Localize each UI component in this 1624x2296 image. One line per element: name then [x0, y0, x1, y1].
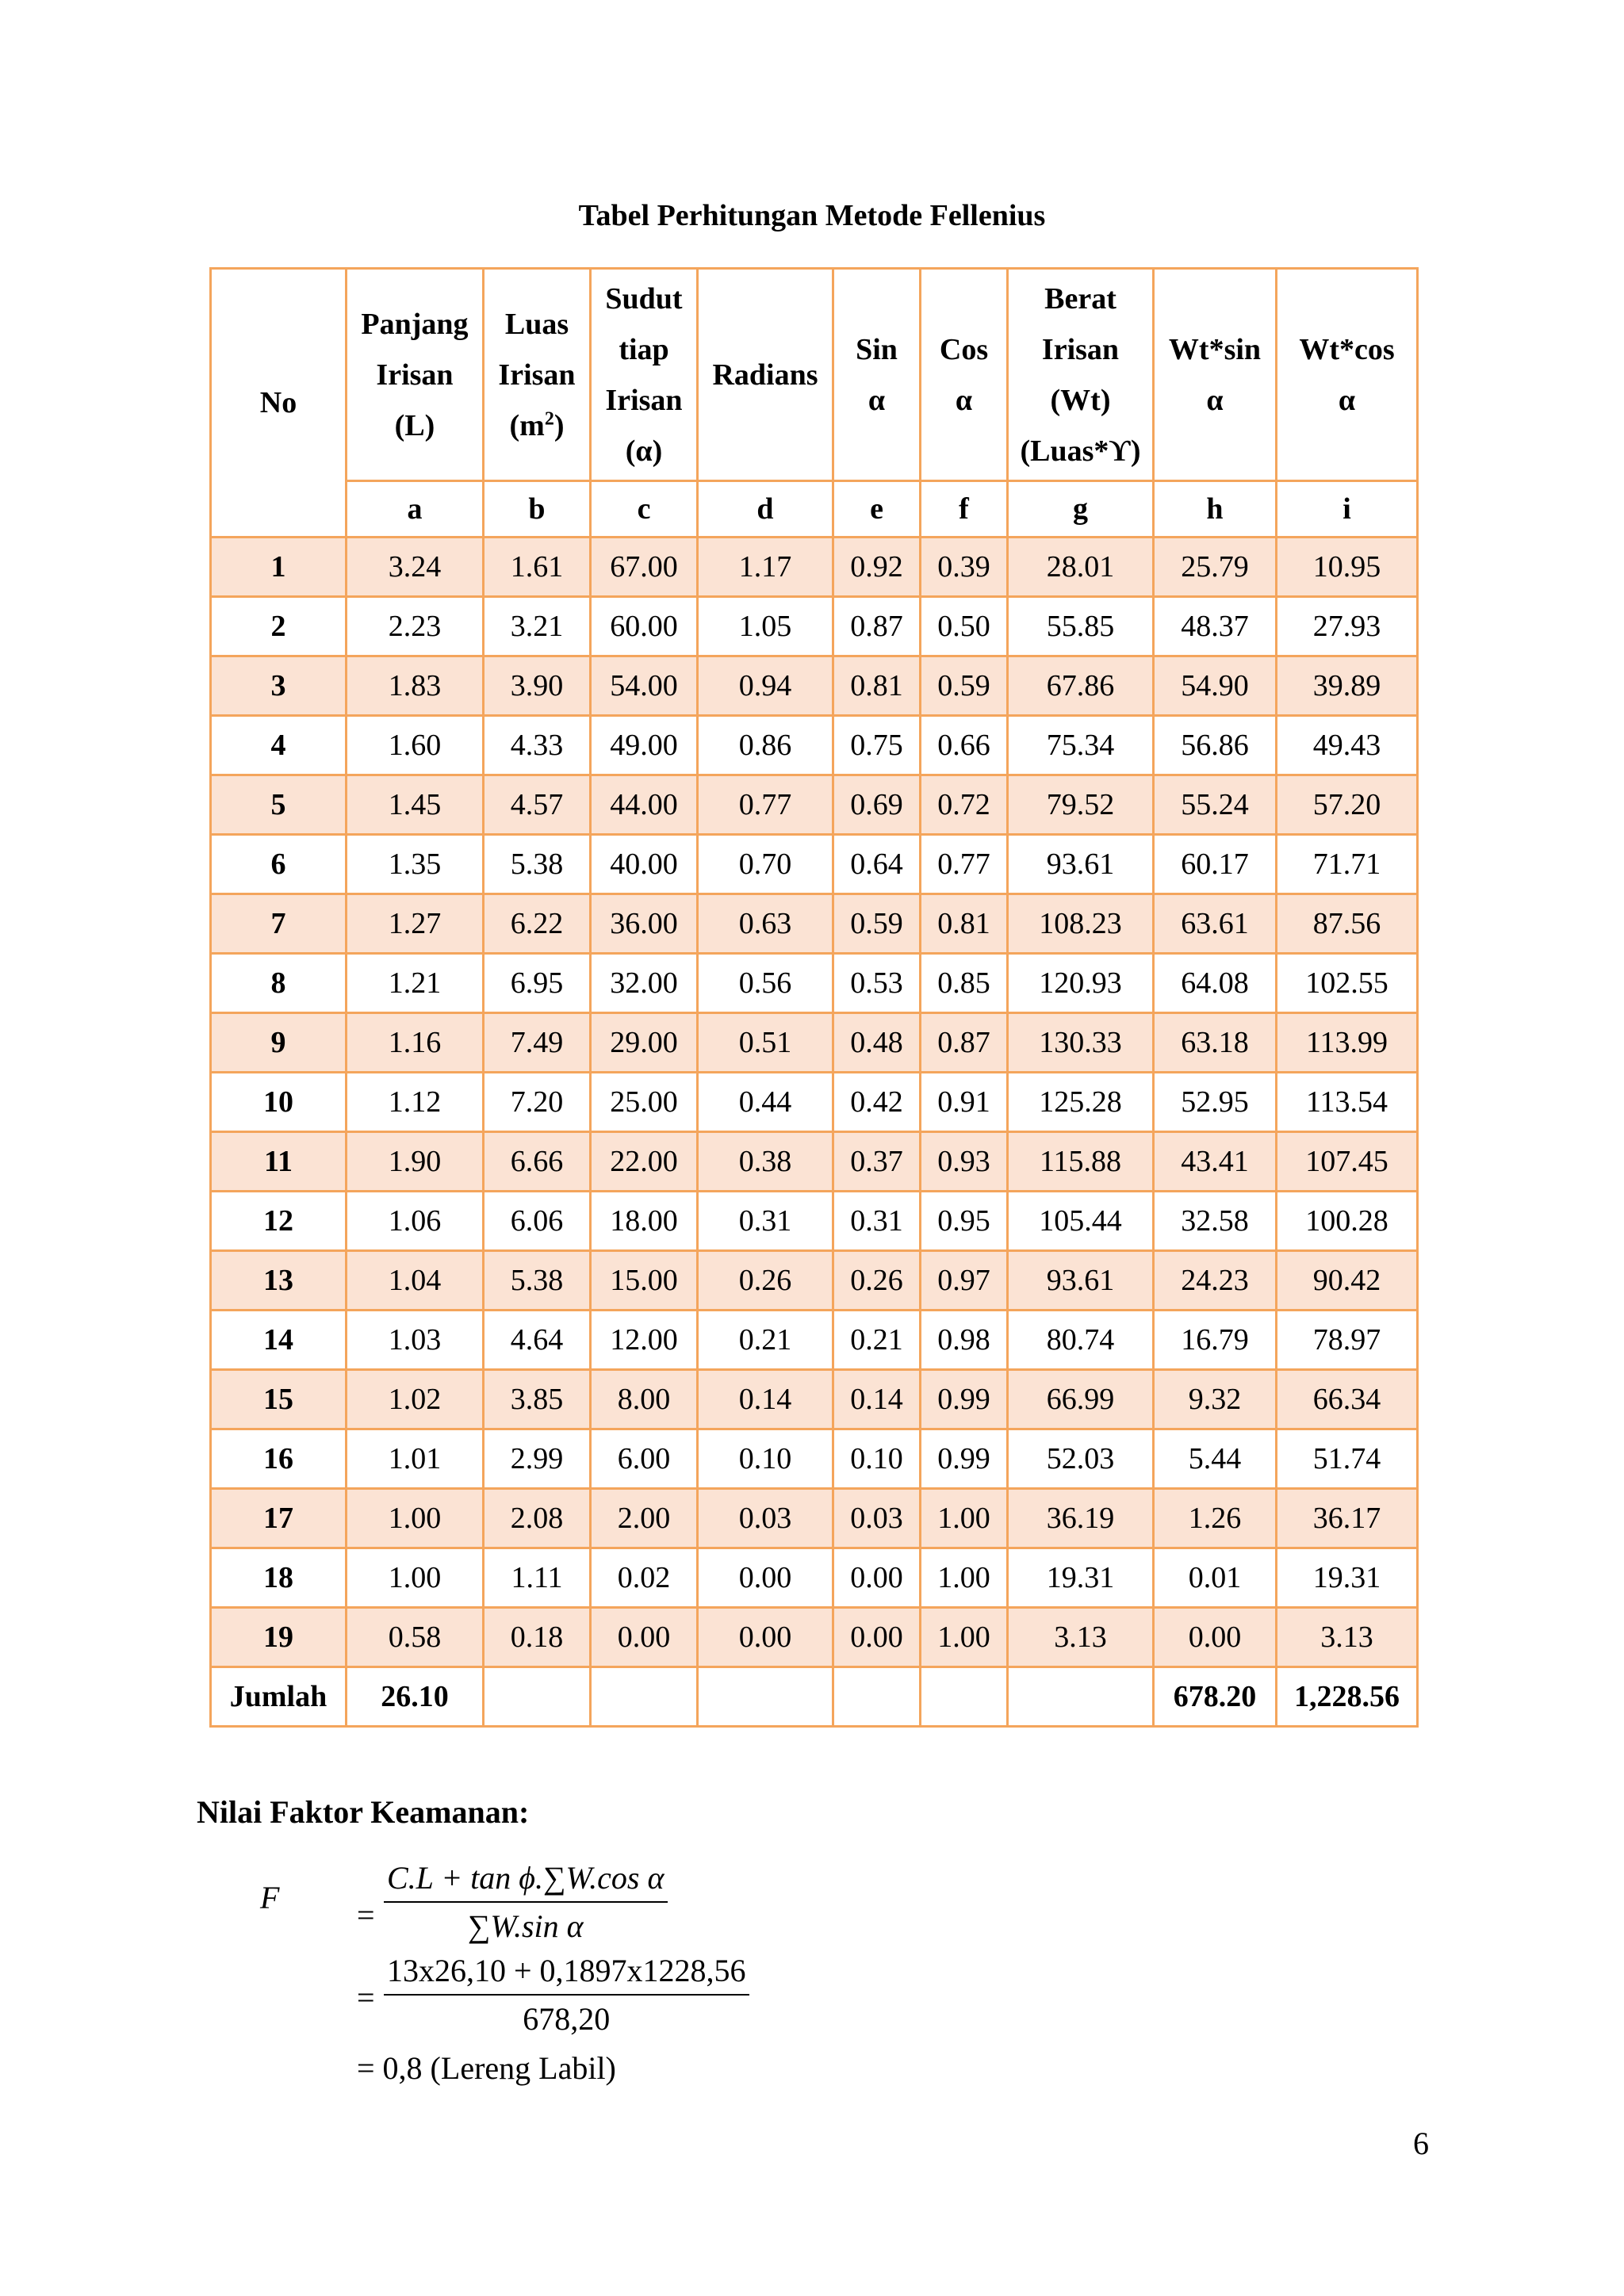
table-cell: 32.58 — [1154, 1192, 1277, 1251]
table-cell: 0.42 — [833, 1073, 921, 1132]
table-cell: 0.77 — [698, 775, 833, 835]
table-cell: 0.70 — [698, 835, 833, 894]
table-cell: 0.59 — [833, 894, 921, 954]
column-header — [921, 269, 1008, 481]
table-cell: 0.69 — [833, 775, 921, 835]
table-cell: 0.00 — [833, 1548, 921, 1608]
table-cell: 16.79 — [1154, 1311, 1277, 1370]
table-cell: 1.21 — [347, 954, 484, 1013]
table-cell: 5.38 — [484, 835, 591, 894]
table-cell: 0.37 — [833, 1132, 921, 1192]
table-cell: 1.03 — [347, 1311, 484, 1370]
table-cell: 0.00 — [698, 1608, 833, 1667]
table-cell: 1.00 — [347, 1489, 484, 1548]
row-number: 6 — [211, 835, 347, 894]
header-line: (Wt) — [1050, 383, 1111, 417]
table-cell: 0.00 — [698, 1548, 833, 1608]
table-cell: 36.00 — [591, 894, 698, 954]
table-cell: 7.20 — [484, 1073, 591, 1132]
table-cell: 63.61 — [1154, 894, 1277, 954]
total-cell: 678.20 — [1154, 1667, 1277, 1727]
formula-numerator-2: 13x26,10 + 0,1897x1228,56 — [384, 1952, 749, 1996]
table-cell: 0.53 — [833, 954, 921, 1013]
table-cell: 1.90 — [347, 1132, 484, 1192]
header-line: Sudut — [605, 281, 683, 316]
row-number: 18 — [211, 1548, 347, 1608]
table-cell: 57.20 — [1277, 775, 1418, 835]
row-number: 8 — [211, 954, 347, 1013]
table-cell: 28.01 — [1008, 538, 1154, 597]
header-line: Irisan — [1041, 332, 1120, 366]
table-cell: 9.32 — [1154, 1370, 1277, 1429]
header-line: Cos — [939, 332, 989, 366]
row-number: 11 — [211, 1132, 347, 1192]
row-number: 7 — [211, 894, 347, 954]
table-cell: 87.56 — [1277, 894, 1418, 954]
header-line: (L) — [394, 408, 435, 442]
table-cell: 4.57 — [484, 775, 591, 835]
table-cell: 0.58 — [347, 1608, 484, 1667]
table-cell: 6.00 — [591, 1429, 698, 1489]
header-line: $(m^2)$ — [509, 408, 565, 442]
total-cell — [1008, 1667, 1154, 1727]
row-number: 14 — [211, 1311, 347, 1370]
table-cell: 0.91 — [921, 1073, 1008, 1132]
table-cell: 3.21 — [484, 597, 591, 656]
table-cell: 54.00 — [591, 656, 698, 716]
table-cell: 1.16 — [347, 1013, 484, 1073]
table-cell: 36.17 — [1277, 1489, 1418, 1548]
page-number: 6 — [1413, 2126, 1429, 2161]
column-header — [1277, 269, 1418, 481]
table-cell: 63.18 — [1154, 1013, 1277, 1073]
table-cell: 1.00 — [921, 1548, 1008, 1608]
header-line: (α) — [625, 434, 663, 468]
table-row — [211, 538, 1418, 597]
column-letter: d — [698, 481, 833, 538]
table-cell: 0.51 — [698, 1013, 833, 1073]
table-cell: 0.95 — [921, 1192, 1008, 1251]
header-line: Panjang — [361, 307, 469, 341]
table-cell: 93.61 — [1008, 1251, 1154, 1311]
table-cell: 2.00 — [591, 1489, 698, 1548]
table-cell: 0.39 — [921, 538, 1008, 597]
table-cell: 115.88 — [1008, 1132, 1154, 1192]
column-letter: f — [921, 481, 1008, 538]
table-cell: 0.26 — [698, 1251, 833, 1311]
header-line: Luas — [504, 307, 569, 341]
table-cell: 0.21 — [833, 1311, 921, 1370]
table-cell: 1.61 — [484, 538, 591, 597]
formula-lhs: F — [260, 1880, 280, 1915]
table-cell: 0.97 — [921, 1251, 1008, 1311]
column-letter: e — [833, 481, 921, 538]
table-cell: 54.90 — [1154, 656, 1277, 716]
table-row — [211, 1073, 1418, 1132]
row-number: 1 — [211, 538, 347, 597]
table-cell: 93.61 — [1008, 835, 1154, 894]
table-cell: 67.86 — [1008, 656, 1154, 716]
table-cell: 55.85 — [1008, 597, 1154, 656]
total-cell — [921, 1667, 1008, 1727]
header-line: Berat — [1044, 281, 1116, 316]
table-cell: 1.00 — [921, 1489, 1008, 1548]
row-number: 17 — [211, 1489, 347, 1548]
table-cell: 80.74 — [1008, 1311, 1154, 1370]
table-cell: 0.01 — [1154, 1548, 1277, 1608]
table-row — [211, 894, 1418, 954]
table-cell: 0.31 — [698, 1192, 833, 1251]
formula-numerator-1: C.L + tan ϕ.∑W.cos α — [384, 1859, 668, 1903]
column-letter: b — [484, 481, 591, 538]
table-cell: 0.93 — [921, 1132, 1008, 1192]
table-cell: 0.48 — [833, 1013, 921, 1073]
table-cell: 6.95 — [484, 954, 591, 1013]
table-cell: 1.05 — [698, 597, 833, 656]
table-cell: 0.14 — [698, 1370, 833, 1429]
table-cell: 1.11 — [484, 1548, 591, 1608]
table-cell: 0.85 — [921, 954, 1008, 1013]
table-cell: 1.27 — [347, 894, 484, 954]
header-line: (Luas*ϒ) — [1020, 434, 1141, 468]
table-cell: 0.50 — [921, 597, 1008, 656]
table-row — [211, 1251, 1418, 1311]
row-number: 4 — [211, 716, 347, 775]
table-cell: 71.71 — [1277, 835, 1418, 894]
table-row — [211, 1429, 1418, 1489]
safety-heading: Nilai Faktor Keamanan: — [197, 1794, 530, 1830]
total-cell — [591, 1667, 698, 1727]
table-cell: 56.86 — [1154, 716, 1277, 775]
column-header — [698, 269, 833, 481]
header-line: α — [868, 383, 886, 417]
table-cell: 0.75 — [833, 716, 921, 775]
table-cell: 52.95 — [1154, 1073, 1277, 1132]
table-row — [211, 656, 1418, 716]
table-cell: 10.95 — [1277, 538, 1418, 597]
table-cell: 0.44 — [698, 1073, 833, 1132]
table-cell: 0.99 — [921, 1429, 1008, 1489]
table-cell: 0.72 — [921, 775, 1008, 835]
table-cell: 0.81 — [833, 656, 921, 716]
table-cell: 1.35 — [347, 835, 484, 894]
table-cell: 3.85 — [484, 1370, 591, 1429]
table-cell: 15.00 — [591, 1251, 698, 1311]
table-cell: 67.00 — [591, 538, 698, 597]
row-number: 12 — [211, 1192, 347, 1251]
table-cell: 0.03 — [698, 1489, 833, 1548]
table-cell: 2.08 — [484, 1489, 591, 1548]
table-cell: 3.13 — [1008, 1608, 1154, 1667]
table-cell: 0.81 — [921, 894, 1008, 954]
table-cell: 0.92 — [833, 538, 921, 597]
header-line: α — [1206, 383, 1224, 417]
table-cell: 0.77 — [921, 835, 1008, 894]
table-row — [211, 1370, 1418, 1429]
column-letter: g — [1008, 481, 1154, 538]
table-cell: 3.90 — [484, 656, 591, 716]
table-cell: 1.26 — [1154, 1489, 1277, 1548]
table-cell: 39.89 — [1277, 656, 1418, 716]
header-line: Sin — [856, 332, 898, 366]
table-cell: 0.99 — [921, 1370, 1008, 1429]
table-cell: 1.60 — [347, 716, 484, 775]
table-cell: 48.37 — [1154, 597, 1277, 656]
column-header — [347, 269, 484, 481]
column-header — [1154, 269, 1277, 481]
header-line: Irisan — [498, 358, 576, 392]
table-cell: 25.79 — [1154, 538, 1277, 597]
table-cell: 105.44 — [1008, 1192, 1154, 1251]
table-cell: 52.03 — [1008, 1429, 1154, 1489]
fellenius-table — [209, 267, 1419, 1728]
table-cell: 113.54 — [1277, 1073, 1418, 1132]
table-cell: 43.41 — [1154, 1132, 1277, 1192]
formula-fraction-2 — [384, 1952, 749, 2038]
table-cell: 55.24 — [1154, 775, 1277, 835]
table-cell: 0.31 — [833, 1192, 921, 1251]
table-cell: 107.45 — [1277, 1132, 1418, 1192]
table-cell: 113.99 — [1277, 1013, 1418, 1073]
total-cell — [698, 1667, 833, 1727]
table-cell: 75.34 — [1008, 716, 1154, 775]
header-line: Irisan — [376, 358, 454, 392]
table-cell: 1.83 — [347, 656, 484, 716]
formula-fraction-1 — [384, 1859, 668, 1945]
row-number: 2 — [211, 597, 347, 656]
table-row — [211, 835, 1418, 894]
table-cell: 125.28 — [1008, 1073, 1154, 1132]
row-number: 3 — [211, 656, 347, 716]
table-cell: 0.02 — [591, 1548, 698, 1608]
column-letter: a — [347, 481, 484, 538]
table-cell: 44.00 — [591, 775, 698, 835]
table-row — [211, 1132, 1418, 1192]
formula-eq-1: = — [357, 1897, 375, 1933]
table-row — [211, 1489, 1418, 1548]
table-cell: 6.06 — [484, 1192, 591, 1251]
table-cell: 90.42 — [1277, 1251, 1418, 1311]
row-number: 10 — [211, 1073, 347, 1132]
table-cell: 0.94 — [698, 656, 833, 716]
column-header — [484, 269, 591, 481]
table-cell: 2.23 — [347, 597, 484, 656]
table-cell: 2.99 — [484, 1429, 591, 1489]
table-cell: 36.19 — [1008, 1489, 1154, 1548]
table-cell: 66.34 — [1277, 1370, 1418, 1429]
table-cell: 24.23 — [1154, 1251, 1277, 1311]
table-cell: 27.93 — [1277, 597, 1418, 656]
table-cell: 1.06 — [347, 1192, 484, 1251]
table-cell: 8.00 — [591, 1370, 698, 1429]
table-cell: 0.63 — [698, 894, 833, 954]
table-cell: 0.86 — [698, 716, 833, 775]
table-row — [211, 954, 1418, 1013]
table-row — [211, 1608, 1418, 1667]
table-cell: 0.98 — [921, 1311, 1008, 1370]
header-line: Wt*sin — [1168, 332, 1262, 366]
table-row — [211, 1548, 1418, 1608]
table-cell: 6.22 — [484, 894, 591, 954]
header-line: Radians — [712, 358, 818, 392]
table-row — [211, 716, 1418, 775]
table-cell: 1.00 — [921, 1608, 1008, 1667]
header-line: Irisan — [605, 383, 683, 417]
column-header — [1008, 269, 1154, 481]
table-cell: 5.38 — [484, 1251, 591, 1311]
table-cell: 29.00 — [591, 1013, 698, 1073]
table-cell: 1.01 — [347, 1429, 484, 1489]
table-cell: 32.00 — [591, 954, 698, 1013]
column-header — [211, 269, 347, 538]
table-cell: 102.55 — [1277, 954, 1418, 1013]
table-cell: 40.00 — [591, 835, 698, 894]
header-line: α — [1338, 383, 1356, 417]
table-cell: 7.49 — [484, 1013, 591, 1073]
table-cell: 1.00 — [347, 1548, 484, 1608]
table-cell: 0.00 — [1154, 1608, 1277, 1667]
table-cell: 0.00 — [591, 1608, 698, 1667]
table-cell: 49.43 — [1277, 716, 1418, 775]
table-row — [211, 775, 1418, 835]
table-cell: 1.02 — [347, 1370, 484, 1429]
table-cell: 0.10 — [833, 1429, 921, 1489]
table-cell: 25.00 — [591, 1073, 698, 1132]
table-row — [211, 1311, 1418, 1370]
total-cell — [833, 1667, 921, 1727]
letter-row — [211, 481, 1418, 538]
total-cell: 26.10 — [347, 1667, 484, 1727]
table-cell: 49.00 — [591, 716, 698, 775]
table-cell: 108.23 — [1008, 894, 1154, 954]
row-number: 5 — [211, 775, 347, 835]
header-line: Wt*cos — [1299, 332, 1395, 366]
table-cell: 6.66 — [484, 1132, 591, 1192]
header-row — [211, 269, 1418, 481]
table-title: Tabel Perhitungan Metode Fellenius — [578, 199, 1046, 232]
table-cell: 18.00 — [591, 1192, 698, 1251]
table-cell: 100.28 — [1277, 1192, 1418, 1251]
table-cell: 0.56 — [698, 954, 833, 1013]
superscript: 2 — [544, 408, 554, 429]
formula-eq-2: = — [357, 1980, 375, 2015]
table-row — [211, 1013, 1418, 1073]
table-cell: 60.17 — [1154, 835, 1277, 894]
table-cell: 64.08 — [1154, 954, 1277, 1013]
table-cell: 0.00 — [833, 1608, 921, 1667]
table-cell: 78.97 — [1277, 1311, 1418, 1370]
total-label: Jumlah — [211, 1667, 347, 1727]
table-cell: 3.13 — [1277, 1608, 1418, 1667]
table-cell: 130.33 — [1008, 1013, 1154, 1073]
table-cell: 0.38 — [698, 1132, 833, 1192]
table-cell: 60.00 — [591, 597, 698, 656]
column-letter: c — [591, 481, 698, 538]
header-line: α — [955, 383, 973, 417]
table-cell: 0.21 — [698, 1311, 833, 1370]
table-cell: 0.64 — [833, 835, 921, 894]
table-cell: 0.14 — [833, 1370, 921, 1429]
column-letter: h — [1154, 481, 1277, 538]
table-cell: 22.00 — [591, 1132, 698, 1192]
header-line: tiap — [619, 332, 669, 366]
table-cell: 5.44 — [1154, 1429, 1277, 1489]
total-cell: 1,228.56 — [1277, 1667, 1418, 1727]
table-cell: 0.87 — [921, 1013, 1008, 1073]
row-number: 13 — [211, 1251, 347, 1311]
header-line: No — [259, 386, 297, 419]
table-cell: 1.12 — [347, 1073, 484, 1132]
row-number: 19 — [211, 1608, 347, 1667]
table-row — [211, 597, 1418, 656]
table-cell: 19.31 — [1008, 1548, 1154, 1608]
table-cell: 51.74 — [1277, 1429, 1418, 1489]
table-cell: 4.33 — [484, 716, 591, 775]
table-cell: 1.45 — [347, 775, 484, 835]
table-cell: 0.87 — [833, 597, 921, 656]
row-number: 9 — [211, 1013, 347, 1073]
table-cell: 1.17 — [698, 538, 833, 597]
table-cell: 0.10 — [698, 1429, 833, 1489]
table-cell: 79.52 — [1008, 775, 1154, 835]
total-cell — [484, 1667, 591, 1727]
table-cell: 120.93 — [1008, 954, 1154, 1013]
table-cell: 0.66 — [921, 716, 1008, 775]
column-header — [591, 269, 698, 481]
column-letter: i — [1277, 481, 1418, 538]
table-cell: 19.31 — [1277, 1548, 1418, 1608]
total-row — [211, 1667, 1418, 1727]
table-cell: 0.18 — [484, 1608, 591, 1667]
formula-denominator-1: ∑W.sin α — [467, 1908, 584, 1944]
table-cell: 12.00 — [591, 1311, 698, 1370]
table-cell: 1.04 — [347, 1251, 484, 1311]
row-number: 15 — [211, 1370, 347, 1429]
formula-denominator-2: 678,20 — [523, 2001, 611, 2037]
table-cell: 0.03 — [833, 1489, 921, 1548]
table-cell: 66.99 — [1008, 1370, 1154, 1429]
table-row — [211, 1192, 1418, 1251]
table-cell: 0.59 — [921, 656, 1008, 716]
table-cell: 3.24 — [347, 538, 484, 597]
table-cell: 4.64 — [484, 1311, 591, 1370]
row-number: 16 — [211, 1429, 347, 1489]
formula-result: = 0,8 (Lereng Labil) — [357, 2050, 616, 2086]
table-cell: 0.26 — [833, 1251, 921, 1311]
column-header — [833, 269, 921, 481]
